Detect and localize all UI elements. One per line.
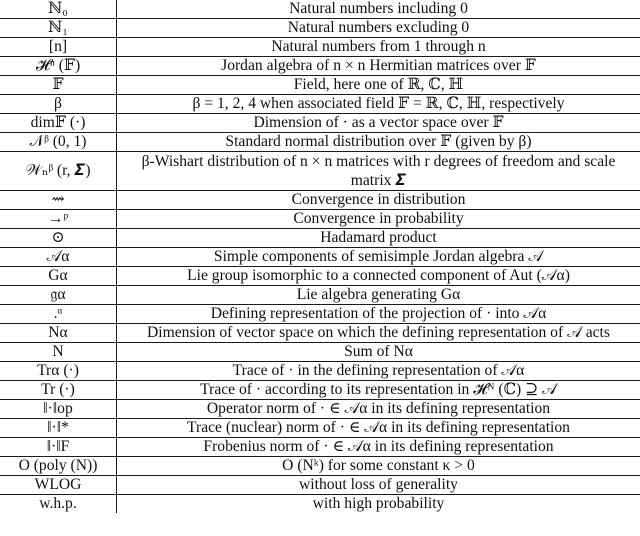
description-cell: Lie algebra generating Gα (117, 286, 640, 305)
symbol-cell: w.h.p. (0, 495, 117, 514)
description-cell: Sum of Nα (117, 343, 640, 362)
table-row (0, 133, 640, 152)
table-row (0, 210, 640, 229)
table-row (0, 476, 640, 495)
description-cell: Convergence in distribution (117, 191, 640, 210)
table-row (0, 400, 640, 419)
table-row (0, 0, 640, 19)
table-row (0, 457, 640, 476)
table-row (0, 438, 640, 457)
symbol-cell: Gα (0, 267, 117, 286)
symbol-cell: β (0, 95, 117, 114)
symbol-cell: 𝔤α (0, 286, 117, 305)
symbol-cell: ℕ₁ (0, 19, 117, 38)
symbol-cell: Nα (0, 324, 117, 343)
symbol-cell: 𝒜α (0, 248, 117, 267)
description-cell: Natural numbers from 1 through n (117, 38, 640, 57)
description-cell: β = 1, 2, 4 when associated field 𝔽 = ℝ, ℂ, ℍ, respectively (117, 95, 640, 114)
description-cell: Standard normal distribution over 𝔽 (given by β) (117, 133, 640, 152)
description-cell: Jordan algebra of n × n Hermitian matrices over 𝔽 (117, 57, 640, 76)
description-cell: Trace of · in the defining representation of 𝒜α (117, 362, 640, 381)
table-row (0, 343, 640, 362)
table-row (0, 381, 640, 400)
table-row (0, 305, 640, 324)
symbol-cell: [n] (0, 38, 117, 57)
table-row (0, 191, 640, 210)
table-row (0, 248, 640, 267)
description-cell: β-Wishart distribution of n × n matrices with r degrees of freedom and scale matrix 𝜮 (117, 152, 640, 191)
symbol-cell: ℕ₀ (0, 0, 117, 19)
symbol-cell: N (0, 343, 117, 362)
symbol-cell: 𝒩ᵝ (0, 1) (0, 133, 117, 152)
symbol-cell: →ᵖ (0, 210, 117, 229)
description-cell: Convergence in probability (117, 210, 640, 229)
table-row (0, 267, 640, 286)
symbol-cell: 𝔽 (0, 76, 117, 95)
symbol-cell: 𝓗ⁿ (𝔽) (0, 57, 117, 76)
table-row (0, 152, 640, 191)
symbol-cell: O (poly (N)) (0, 457, 117, 476)
description-cell: Dimension of · as a vector space over 𝔽 (117, 114, 640, 133)
description-cell: Simple components of semisimple Jordan algebra 𝒜 (117, 248, 640, 267)
symbol-cell: dim𝔽 (·) (0, 114, 117, 133)
table-row (0, 95, 640, 114)
symbol-cell: WLOG (0, 476, 117, 495)
description-cell: Dimension of vector space on which the defining representation of 𝒜 acts (117, 324, 640, 343)
description-cell: O (Nᵏ) for some constant κ > 0 (117, 457, 640, 476)
symbol-cell: 𝒲ₙᵝ (r, 𝜮) (0, 152, 117, 191)
description-cell: Field, here one of ℝ, ℂ, ℍ (117, 76, 640, 95)
symbol-cell: ⇝ (0, 191, 117, 210)
description-cell: without loss of generality (117, 476, 640, 495)
symbol-cell: ‖·‖F (0, 438, 117, 457)
table-row (0, 419, 640, 438)
description-cell: Frobenius norm of · ∈ 𝒜α in its defining representation (117, 438, 640, 457)
description-cell: Operator norm of · ∈ 𝒜α in its defining representation (117, 400, 640, 419)
table-row (0, 38, 640, 57)
table-row (0, 229, 640, 248)
table-row (0, 57, 640, 76)
table-row (0, 324, 640, 343)
description-cell: Natural numbers including 0 (117, 0, 640, 19)
symbol-cell: ‖·‖op (0, 400, 117, 419)
table-row (0, 19, 640, 38)
symbol-cell: ⊙ (0, 229, 117, 248)
table-row (0, 286, 640, 305)
table-row (0, 495, 640, 514)
description-cell: Natural numbers excluding 0 (117, 19, 640, 38)
description-cell: Hadamard product (117, 229, 640, 248)
description-cell: Defining representation of the projection of · into 𝒜α (117, 305, 640, 324)
table-row (0, 76, 640, 95)
table-row (0, 362, 640, 381)
symbol-cell: .ᵅ (0, 305, 117, 324)
symbol-cell: Trα (·) (0, 362, 117, 381)
symbol-cell: ‖·‖* (0, 419, 117, 438)
table-row (0, 114, 640, 133)
description-cell: Trace of · according to its representation in 𝓗ᴺ (ℂ) ⊇ 𝒜 (117, 381, 640, 400)
symbol-cell: Tr (·) (0, 381, 117, 400)
description-cell: Trace (nuclear) norm of · ∈ 𝒜α in its defining representation (117, 419, 640, 438)
description-cell: Lie group isomorphic to a connected component of Aut (𝒜α) (117, 267, 640, 286)
description-cell: with high probability (312, 495, 445, 512)
